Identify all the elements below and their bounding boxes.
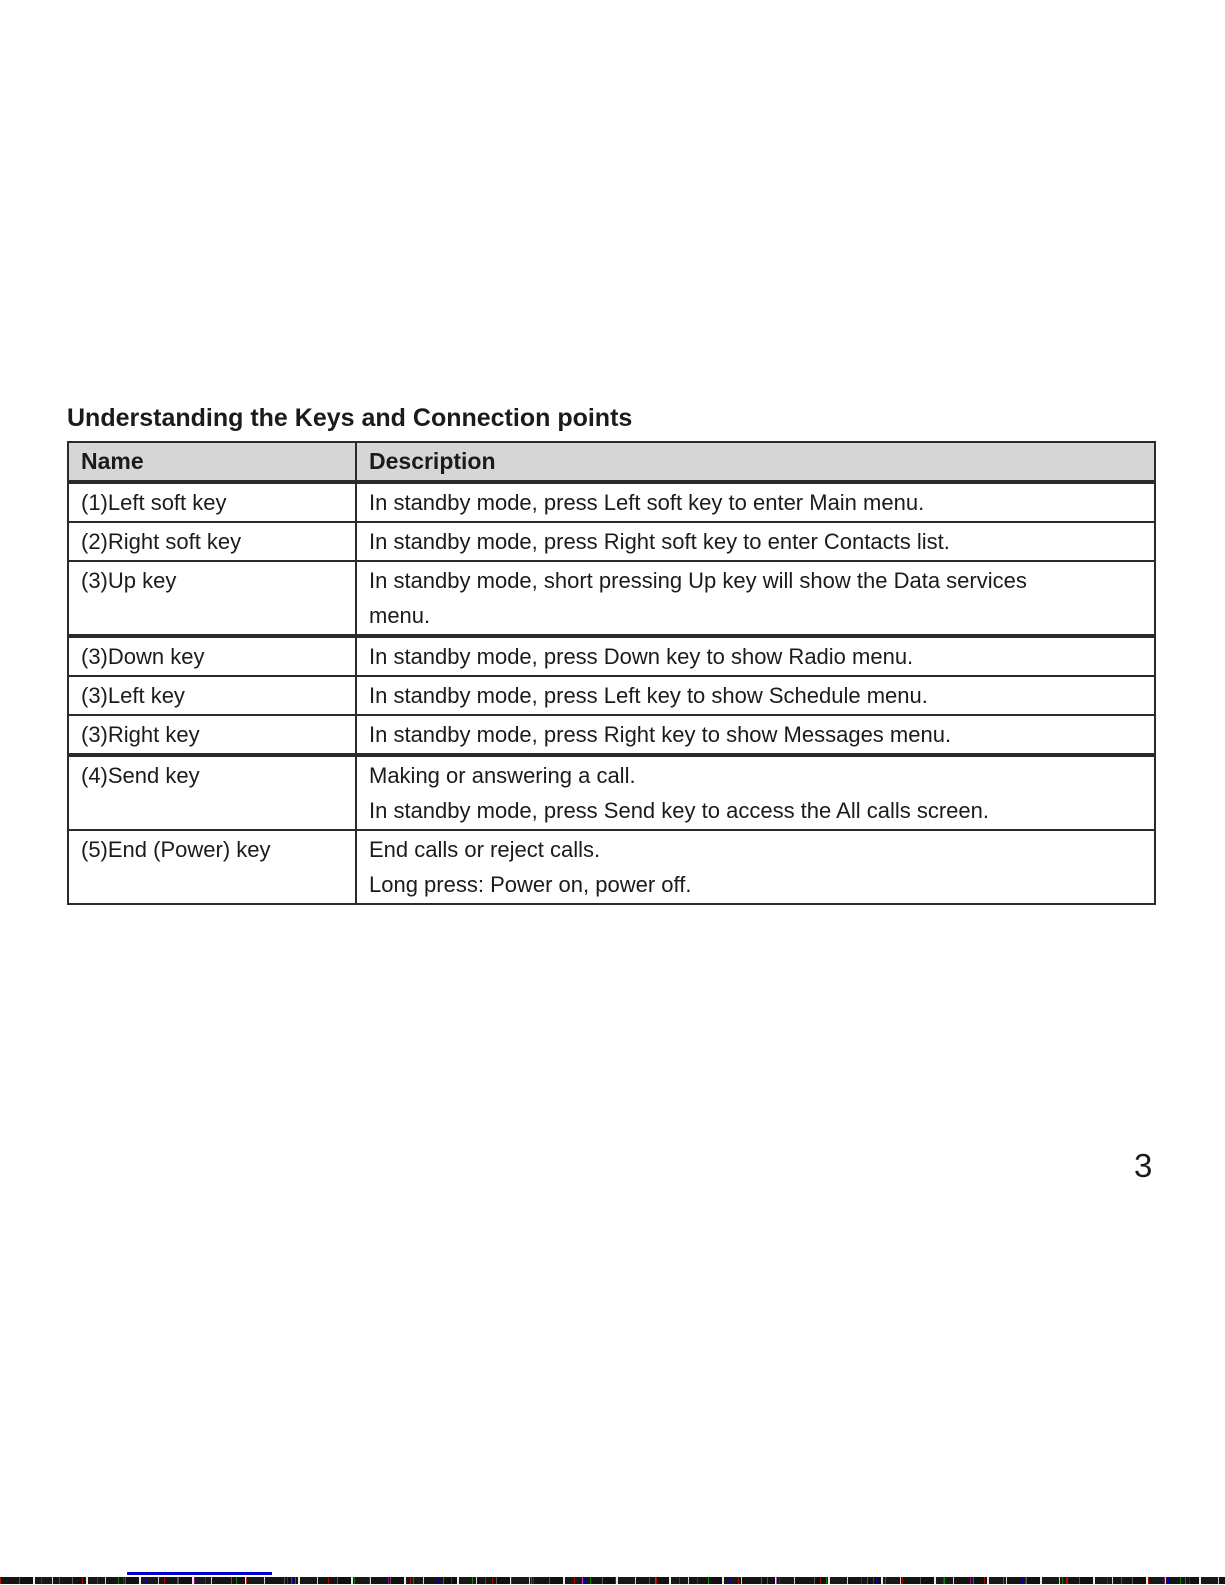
ink-underline-mark: [127, 1572, 272, 1575]
table-row: [68, 715, 1155, 755]
key-description-cell: [356, 676, 1155, 715]
page-number: 3: [1134, 1147, 1153, 1184]
key-name: (3)Left key: [81, 683, 185, 708]
description-line: In standby mode, press Left key to show Schedule menu.: [369, 683, 928, 708]
key-description-cell: [356, 755, 1155, 830]
page-title: Understanding the Keys and Connection points: [67, 404, 633, 432]
table-row: [68, 755, 1155, 830]
key-name-cell: [68, 715, 356, 755]
key-name: (1)Left soft key: [81, 490, 227, 515]
table-row: [68, 676, 1155, 715]
key-name-cell: [68, 561, 356, 636]
key-name-cell: [68, 830, 356, 904]
description-line: In standby mode, press Left soft key to enter Main menu.: [369, 490, 925, 515]
description-line: In standby mode, press Down key to show Radio menu.: [369, 644, 914, 669]
key-name: (4)Send key: [81, 763, 200, 788]
description-line: menu.: [369, 603, 431, 628]
description-line: End calls or reject calls.: [369, 837, 601, 862]
table-row: [68, 830, 1155, 904]
table-row: [68, 636, 1155, 676]
description-line: In standby mode, press Right key to show Messages menu.: [369, 722, 952, 747]
key-description-cell: [356, 522, 1155, 561]
key-description-cell: [356, 482, 1155, 522]
key-description-cell: [356, 561, 1155, 636]
keys-table: [67, 441, 1156, 905]
table-header-row: [68, 442, 1155, 482]
description-line: In standby mode, press Right soft key to enter Contacts list.: [369, 529, 950, 554]
key-name: (3)Right key: [81, 722, 200, 747]
key-name: (2)Right soft key: [81, 529, 242, 554]
description-line: In standby mode, press Send key to access the All calls screen.: [369, 798, 989, 823]
key-name-cell: [68, 482, 356, 522]
key-name: (5)End (Power) key: [81, 837, 271, 862]
table-row: [68, 522, 1155, 561]
key-name: (3)Up key: [81, 568, 177, 593]
header-description: Description: [356, 442, 1155, 482]
key-name-cell: [68, 636, 356, 676]
key-name: (3)Down key: [81, 644, 205, 669]
key-name-cell: [68, 676, 356, 715]
key-description-cell: [356, 715, 1155, 755]
description-line: Making or answering a call.: [369, 763, 636, 788]
description-line: Long press: Power on, power off.: [369, 872, 692, 897]
key-name-cell: [68, 755, 356, 830]
description-line: In standby mode, short pressing Up key will show the Data services: [369, 568, 1027, 593]
key-description-cell: [356, 830, 1155, 904]
key-name-cell: [68, 522, 356, 561]
key-description-cell: [356, 636, 1155, 676]
table-row: [68, 561, 1155, 636]
scan-noise-strip: [0, 1577, 1225, 1584]
header-name: Name: [68, 442, 356, 482]
table-row: [68, 482, 1155, 522]
